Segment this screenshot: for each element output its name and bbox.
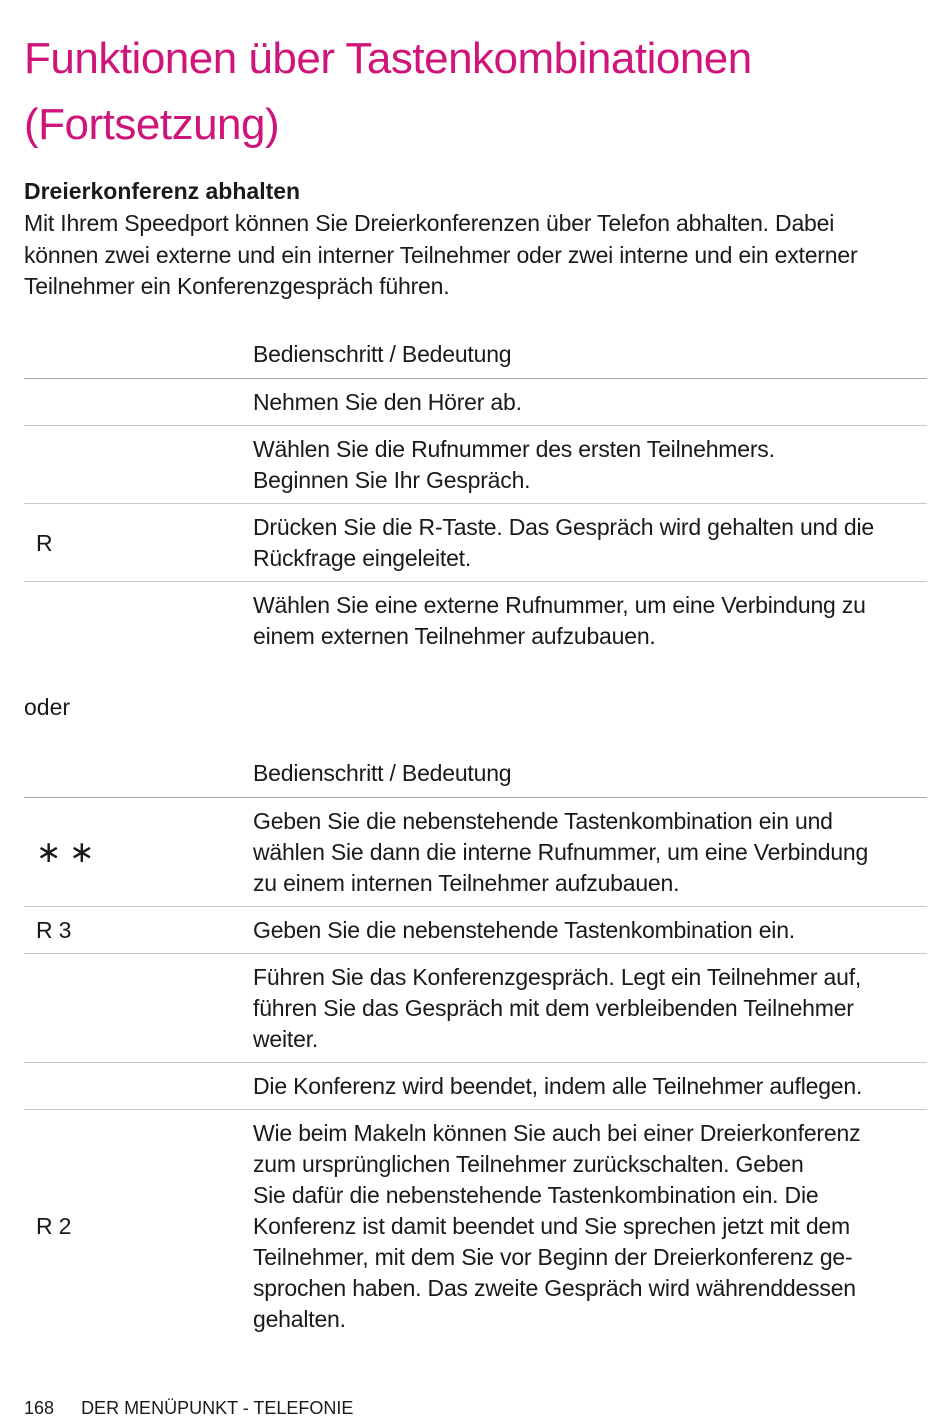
step-description-line: Beginnen Sie Ihr Gespräch. <box>253 467 531 493</box>
step-description-line: einem externen Teilnehmer aufzubauen. <box>253 623 656 649</box>
step-description-line: gehalten. <box>253 1306 346 1332</box>
steps-table-1 <box>24 333 927 659</box>
table-row <box>24 907 927 954</box>
table-header <box>24 752 927 798</box>
step-description-line: zu einem internen Teilnehmer aufzubauen. <box>253 870 680 896</box>
table-header-label: Bedienschritt / Bedeutung <box>253 760 512 786</box>
step-description-line: wählen Sie dann die interne Rufnummer, um eine Verbindung <box>253 839 869 865</box>
step-description-line: Führen Sie das Konferenzgespräch. Legt ein Teilnehmer auf, <box>253 964 862 990</box>
table-row <box>24 1063 927 1110</box>
table-row <box>24 426 927 504</box>
step-description-line: Wählen Sie die Rufnummer des ersten Teilnehmers. <box>253 436 775 462</box>
intro-line: Teilnehmer ein Konferenzgespräch führen. <box>24 273 450 299</box>
step-description <box>253 590 927 652</box>
step-description <box>253 806 927 899</box>
footer-section-label: DER MENÜPUNKT - TELEFONIE <box>81 1398 354 1418</box>
step-description-line: Sie dafür die nebenstehende Tastenkombination ein. Die <box>253 1182 819 1208</box>
section-heading: Dreierkonferenz abhalten <box>24 178 301 204</box>
table-row <box>24 582 927 659</box>
table-row <box>24 504 927 582</box>
step-description <box>253 1071 927 1102</box>
step-description-line: zum ursprünglichen Teilnehmer zurückschalten. Geben <box>253 1151 804 1177</box>
page-title <box>24 26 927 158</box>
step-description-line: sprochen haben. Das zweite Gespräch wird währenddessen <box>253 1275 856 1301</box>
step-description-line: Wählen Sie eine externe Rufnummer, um eine Verbindung zu <box>253 592 866 618</box>
step-description-line: Nehmen Sie den Hörer ab. <box>253 389 522 415</box>
intro-paragraph <box>24 208 927 303</box>
intro-line: können zwei externe und ein interner Teilnehmer oder zwei interne und ein externer <box>24 241 858 268</box>
page-title-line-2: (Fortsetzung) <box>24 100 280 149</box>
table-row <box>24 1110 927 1342</box>
table-row <box>24 798 927 907</box>
steps-table-2 <box>24 752 927 1342</box>
key-combination: R 3 <box>36 917 72 943</box>
step-description-line: Die Konferenz wird beendet, indem alle Teilnehmer auflegen. <box>253 1073 863 1099</box>
table-row <box>24 954 927 1063</box>
page-title-line-1: Funktionen über Tastenkombinationen <box>24 34 752 83</box>
page-footer <box>24 1396 353 1420</box>
key-combination: R <box>36 529 53 556</box>
step-description-line: Geben Sie die nebenstehende Tastenkombination ein und <box>253 808 833 834</box>
key-combination: ∗∗ <box>36 836 103 869</box>
step-description-line: Teilnehmer, mit dem Sie vor Beginn der Dreierkonferenz ge- <box>253 1244 853 1270</box>
step-description-line: Konferenz ist damit beendet und Sie sprechen jetzt mit dem <box>253 1213 850 1239</box>
step-description-line: Geben Sie die nebenstehende Tastenkombination ein. <box>253 917 795 943</box>
step-description-line: führen Sie das Gespräch mit dem verbleibenden Teilnehmer <box>253 995 854 1021</box>
step-description <box>253 387 927 418</box>
step-description-line: Rückfrage eingeleitet. <box>253 545 472 571</box>
intro-line: Mit Ihrem Speedport können Sie Dreierkonferenzen über Telefon abhalten. Dabei <box>24 210 835 236</box>
key-combination: R 2 <box>36 1213 72 1239</box>
step-description-line: Wie beim Makeln können Sie auch bei einer Dreierkonferenz <box>253 1120 861 1146</box>
step-description <box>253 962 927 1055</box>
step-description <box>253 512 927 574</box>
step-description <box>253 434 927 496</box>
step-description-line: weiter. <box>253 1026 319 1052</box>
alternative-label: oder <box>24 694 71 720</box>
table-row <box>24 379 927 426</box>
table-header-label: Bedienschritt / Bedeutung <box>253 341 512 367</box>
page-number: 168 <box>24 1398 55 1418</box>
table-header <box>24 333 927 379</box>
step-description <box>253 1118 927 1335</box>
step-description-line: Drücken Sie die R-Taste. Das Gespräch wird gehalten und die <box>253 514 875 540</box>
step-description <box>253 915 927 946</box>
